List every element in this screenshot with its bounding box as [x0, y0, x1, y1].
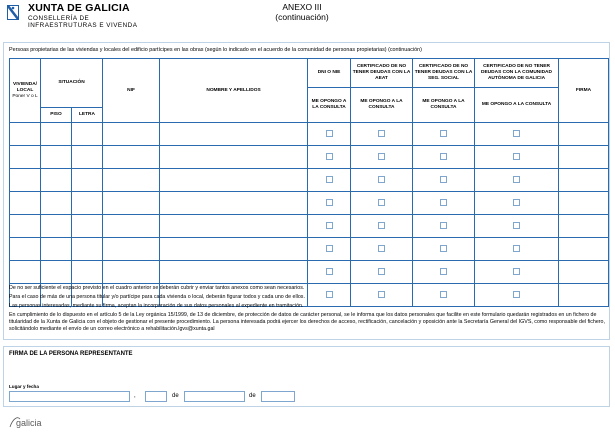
letra-cell[interactable] — [72, 238, 103, 261]
vivienda-cell[interactable] — [10, 261, 41, 284]
col-header-seg-social: CERTIFICADO DE NO TENER DEUDAS CON LA SEG. SOCIAL — [413, 59, 475, 88]
ss-oppose-label: ME OPONGO A LA CONSULTA — [413, 88, 475, 123]
ss-oppose-checkbox[interactable] — [440, 222, 447, 229]
aeat-oppose-checkbox[interactable] — [378, 268, 385, 275]
owners-table-body — [10, 123, 609, 307]
aeat-oppose-checkbox[interactable] — [378, 199, 385, 206]
ss-oppose-checkbox[interactable] — [440, 153, 447, 160]
owners-table — [9, 58, 609, 307]
table-row — [10, 215, 609, 238]
dni-oppose-checkbox[interactable] — [326, 222, 333, 229]
col-header-situacion: SITUACIÓN — [41, 59, 103, 108]
notes-block — [9, 285, 607, 335]
firma-cell[interactable] — [559, 123, 609, 146]
dni-oppose-checkbox[interactable] — [326, 245, 333, 252]
col-header-nombre: NOMBRE Y APELLIDOS — [160, 59, 308, 123]
piso-cell[interactable] — [41, 146, 72, 169]
dni-oppose-checkbox[interactable] — [326, 153, 333, 160]
galicia-oppose-checkbox[interactable] — [513, 245, 520, 252]
nif-cell[interactable] — [103, 146, 160, 169]
vivienda-cell[interactable] — [10, 123, 41, 146]
dni-oppose-checkbox[interactable] — [326, 130, 333, 137]
day-field[interactable] — [145, 391, 167, 402]
vivienda-cell[interactable] — [10, 146, 41, 169]
col-header-vivienda: VIVIENDA/ LOCAL Poner V o L — [10, 59, 41, 123]
place-date-label: Lugar y fecha — [9, 384, 39, 389]
year-field[interactable] — [261, 391, 295, 402]
note-multiple-owners: Para el caso de más de una persona titular y/o partícipe para cada vivienda o local, deberán figurar todos y cada uno de ellos. — [9, 294, 305, 300]
signature-title: FIRMA DE LA PERSONA REPRESENTANTE — [9, 351, 133, 357]
annex-title: ANEXO III — [282, 2, 322, 12]
table-row — [10, 169, 609, 192]
letra-cell[interactable] — [72, 215, 103, 238]
piso-cell[interactable] — [41, 192, 72, 215]
de-separator-1: de — [172, 393, 179, 399]
vivienda-cell[interactable] — [10, 169, 41, 192]
aeat-oppose-checkbox[interactable] — [378, 153, 385, 160]
galicia-oppose-checkbox[interactable] — [513, 199, 520, 206]
galicia-oppose-checkbox[interactable] — [513, 268, 520, 275]
letra-cell[interactable] — [72, 261, 103, 284]
vivienda-cell[interactable] — [10, 192, 41, 215]
letra-cell[interactable] — [72, 192, 103, 215]
aeat-oppose-checkbox[interactable] — [378, 222, 385, 229]
galicia-logo — [9, 414, 69, 430]
letra-cell[interactable] — [72, 123, 103, 146]
firma-cell[interactable] — [559, 238, 609, 261]
nombre-cell[interactable] — [160, 123, 308, 146]
nif-cell[interactable] — [103, 238, 160, 261]
nombre-cell[interactable] — [160, 169, 308, 192]
nombre-cell[interactable] — [160, 146, 308, 169]
de-separator-2: de — [249, 393, 256, 399]
department-line-2: INFRAESTRUTURAS E VIVENDA — [28, 22, 138, 29]
xunta-shield-icon — [7, 5, 19, 20]
annex-subtitle: (continuación) — [275, 12, 329, 22]
department-line-1: CONSELLERÍA DE — [28, 15, 90, 22]
dni-oppose-checkbox[interactable] — [326, 176, 333, 183]
firma-cell[interactable] — [559, 215, 609, 238]
piso-cell[interactable] — [41, 238, 72, 261]
ss-oppose-checkbox[interactable] — [440, 268, 447, 275]
table-row — [10, 192, 609, 215]
galicia-oppose-checkbox[interactable] — [513, 130, 520, 137]
ss-oppose-checkbox[interactable] — [440, 176, 447, 183]
firma-cell[interactable] — [559, 261, 609, 284]
dni-oppose-label: ME OPONGO A LA CONSULTA — [308, 88, 351, 123]
aeat-oppose-label: ME OPONGO A LA CONSULTA — [351, 88, 413, 123]
firma-cell[interactable] — [559, 192, 609, 215]
col-header-aeat: CERTIFICADO DE NO TENER DEUDAS CON LA AEAT — [351, 59, 413, 88]
table-row — [10, 238, 609, 261]
piso-cell[interactable] — [41, 123, 72, 146]
dni-oppose-checkbox[interactable] — [326, 199, 333, 206]
galicia-oppose-checkbox[interactable] — [513, 176, 520, 183]
col-header-nif: NIF — [103, 59, 160, 123]
document-header — [0, 0, 615, 40]
galicia-oppose-label: ME OPONGO A LA CONSULTA — [475, 88, 559, 123]
nif-cell[interactable] — [103, 123, 160, 146]
firma-cell[interactable] — [559, 146, 609, 169]
nombre-cell[interactable] — [160, 261, 308, 284]
nombre-cell[interactable] — [160, 192, 308, 215]
aeat-oppose-checkbox[interactable] — [378, 176, 385, 183]
ss-oppose-checkbox[interactable] — [440, 130, 447, 137]
note-data-protection: En cumplimiento de lo dispuesto en el artículo 5 de la Ley orgánica 15/1999, de 13 de diciembre, de protección de datos de carácter personal, se le informa que los datos personales que facilite en este formulario quedarán registrados en un fichero de titularidad de la Xunta de Galicia con el objeto de gestionar el presente procedimiento. La persona interesada podrá ejercer los derechos de acceso, rectificación, cancelación y oposición ante la Secretaría General del IGVS, como responsable del fichero, solicitándolo mediante el envío de un correo electrónico a rehabilitación.lgvs@xunta.gal — [9, 312, 605, 332]
nif-cell[interactable] — [103, 261, 160, 284]
piso-cell[interactable] — [41, 261, 72, 284]
nif-cell[interactable] — [103, 215, 160, 238]
letra-cell[interactable] — [72, 146, 103, 169]
galicia-oppose-checkbox[interactable] — [513, 222, 520, 229]
nif-cell[interactable] — [103, 169, 160, 192]
piso-cell[interactable] — [41, 169, 72, 192]
col-header-firma: FIRMA — [559, 59, 609, 123]
ss-oppose-checkbox[interactable] — [440, 199, 447, 206]
org-name: XUNTA DE GALICIA — [28, 2, 130, 14]
note-space: De no ser suficiente el espacio previsto en el cuadro anterior se deberán cubrir y enviar tantos anexos como sean necesarios. — [9, 285, 305, 291]
table-row — [10, 261, 609, 284]
table-row — [10, 123, 609, 146]
annex-heading — [262, 2, 342, 22]
nif-cell[interactable] — [103, 192, 160, 215]
section-intro: Persoas propietarias de las viviendas y locales del edificio partícipes en las obras (según lo indicado en el acuerdo de la comunidad de personas propietarias) (continuación) — [9, 47, 422, 53]
dni-oppose-checkbox[interactable] — [326, 268, 333, 275]
comma-separator: , — [134, 393, 136, 399]
piso-cell[interactable] — [41, 215, 72, 238]
note-consent: Las personas interesadas, mediante su firma, aceptan la incorporación de sus datos personales al expediente en tramitación. — [9, 303, 304, 309]
table-row — [10, 146, 609, 169]
aeat-oppose-checkbox[interactable] — [378, 245, 385, 252]
col-header-letra: LETRA — [72, 108, 103, 123]
aeat-oppose-checkbox[interactable] — [378, 130, 385, 137]
nombre-cell[interactable] — [160, 215, 308, 238]
col-header-galicia: CERTIFICADO DE NO TENER DEUDAS CON LA COMUNIDAD AUTÓNOMA DE GALICIA — [475, 59, 559, 88]
galicia-oppose-checkbox[interactable] — [513, 153, 520, 160]
vivienda-cell[interactable] — [10, 215, 41, 238]
letra-cell[interactable] — [72, 169, 103, 192]
vivienda-cell[interactable] — [10, 238, 41, 261]
place-field[interactable] — [9, 391, 130, 402]
month-field[interactable] — [184, 391, 245, 402]
col-header-piso: PISO — [41, 108, 72, 123]
nombre-cell[interactable] — [160, 238, 308, 261]
firma-cell[interactable] — [559, 169, 609, 192]
ss-oppose-checkbox[interactable] — [440, 245, 447, 252]
col-header-dni: DNI O NIE — [308, 59, 351, 88]
svg-text:galicia: galicia — [16, 418, 42, 428]
